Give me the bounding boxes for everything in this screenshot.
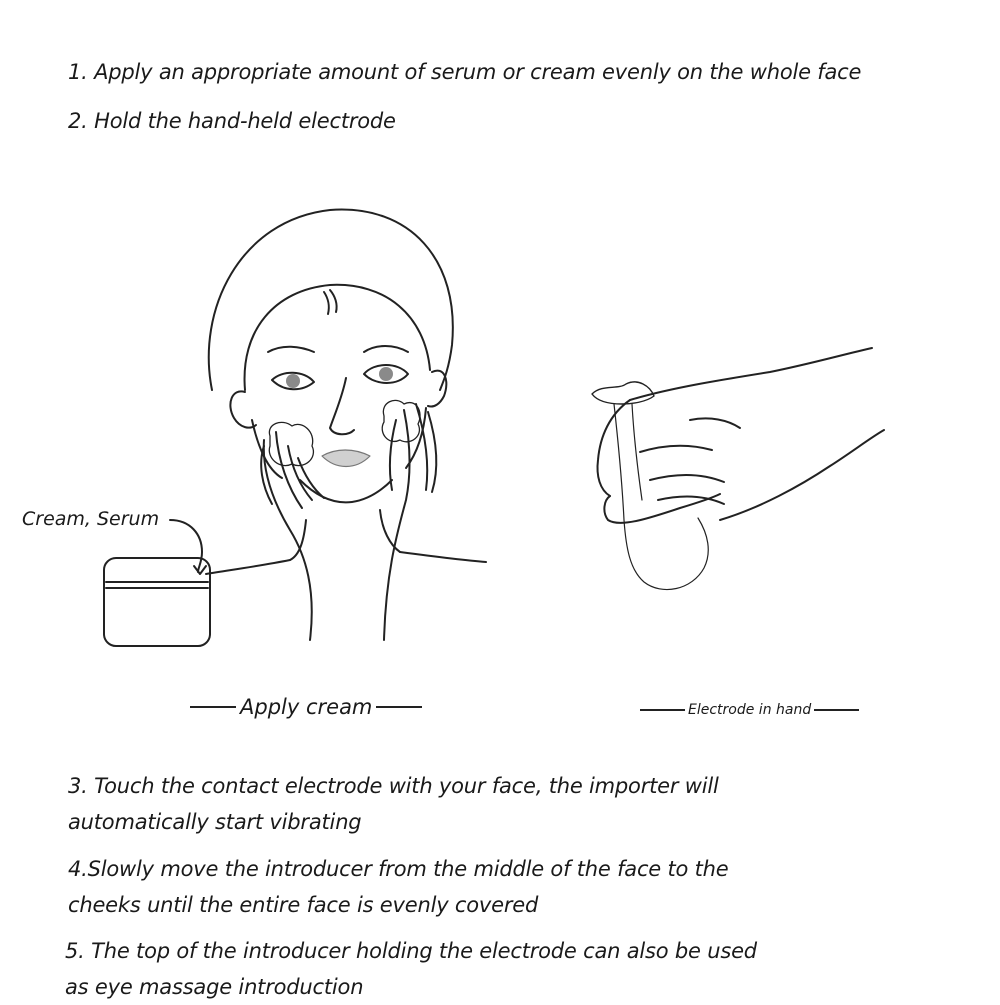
- step-3-text: [68, 768, 719, 840]
- step-5-text: [65, 933, 757, 1005]
- apply-cream-caption-text: Apply cream: [240, 695, 373, 719]
- step-5-line-2: as eye massage introduction: [65, 975, 364, 999]
- apply-cream-caption: [190, 695, 422, 719]
- cream-serum-label: Cream, Serum: [22, 508, 160, 530]
- step-3-line-2: automatically start vibrating: [68, 810, 362, 834]
- caption-rule-right: [376, 706, 422, 708]
- step-4-text: [68, 851, 729, 923]
- hand-with-electrode-illustration: [592, 348, 884, 590]
- cream-jar-illustration: [104, 520, 210, 646]
- electrode-in-hand-caption: [640, 702, 859, 718]
- caption-rule-left: [190, 706, 236, 708]
- step-5-line-1: 5. The top of the introducer holding the electrode can also be used: [65, 939, 757, 963]
- step-3-line-1: 3. Touch the contact electrode with your face, the importer will: [68, 774, 719, 798]
- electrode-in-hand-caption-text: Electrode in hand: [688, 702, 812, 718]
- caption-rule-left: [640, 709, 685, 711]
- step-4-line-2: cheeks until the entire face is evenly covered: [68, 893, 539, 917]
- step-1-text: 1. Apply an appropriate amount of serum or cream evenly on the whole face: [68, 60, 862, 84]
- step-2-text: 2. Hold the hand-held electrode: [68, 109, 396, 133]
- woman-applying-cream-illustration: [206, 210, 486, 640]
- caption-rule-right: [814, 709, 859, 711]
- step-4-line-1: 4.Slowly move the introducer from the middle of the face to the: [68, 857, 729, 881]
